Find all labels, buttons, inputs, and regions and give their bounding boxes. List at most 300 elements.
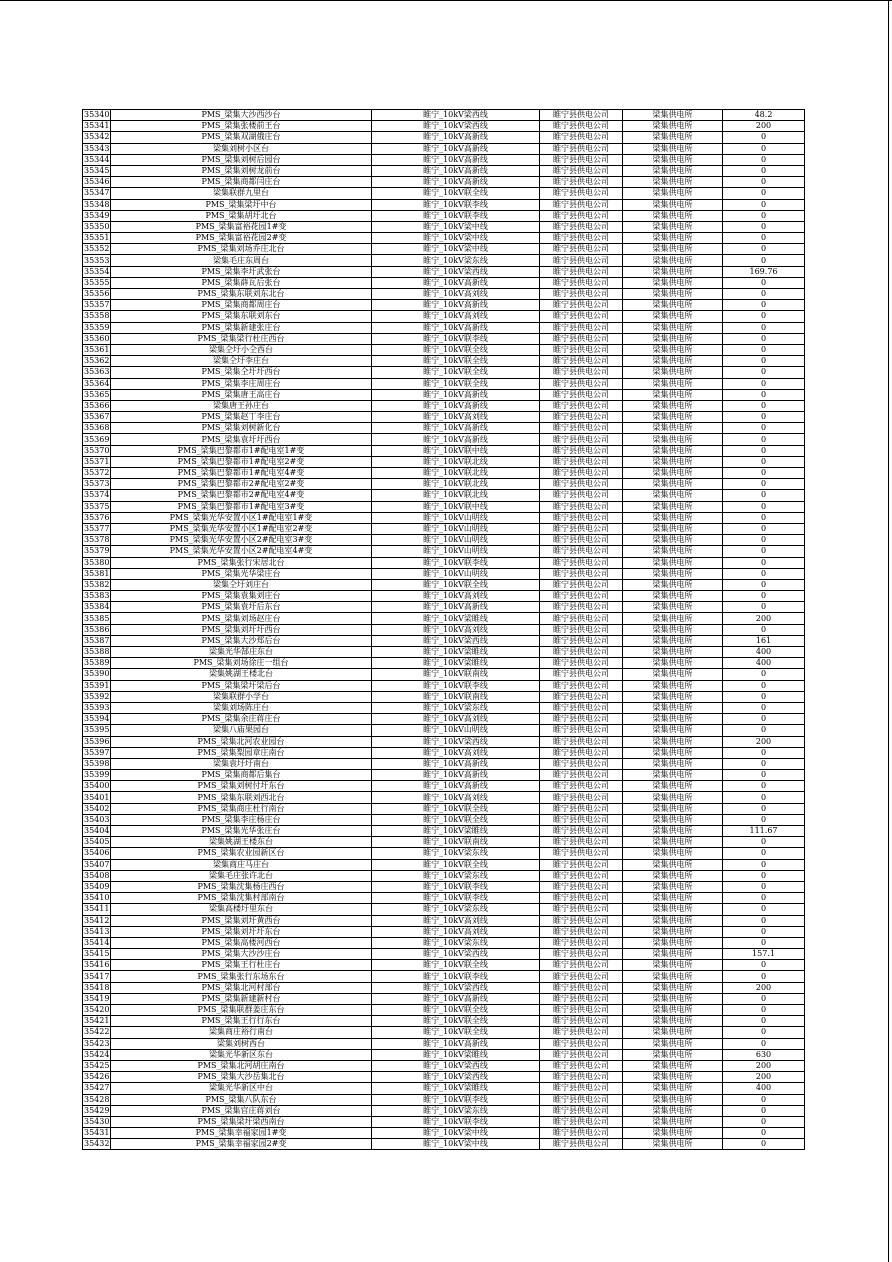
- company-cell: 睢宁县供电公司: [540, 244, 623, 255]
- company-cell: 睢宁县供电公司: [540, 188, 623, 199]
- value-cell: 0: [723, 971, 805, 982]
- table-row: [83, 277, 805, 288]
- station-name-cell: 梁集袁圩圩南台: [111, 758, 372, 769]
- row-id-cell: 35414: [84, 937, 110, 947]
- office-cell: 梁集供电所: [623, 1038, 723, 1049]
- station-name-cell: PMS_梁集光华安置小区1#配电室1#变: [111, 512, 372, 523]
- value-cell: 0: [723, 1139, 805, 1150]
- table-row: [83, 1027, 805, 1038]
- value-cell: 200: [723, 736, 805, 747]
- office-cell: 梁集供电所: [623, 591, 723, 602]
- value-cell: 0: [723, 870, 805, 881]
- company-cell: 睢宁县供电公司: [540, 881, 623, 892]
- line-name-cell: 睢宁_10kV高刘线: [372, 714, 540, 725]
- station-name-cell: PMS_梁集余庄蒋庄台: [111, 714, 372, 725]
- office-cell: 梁集供电所: [623, 680, 723, 691]
- table-row: [83, 389, 805, 400]
- row-id-cell: 35424: [84, 1049, 110, 1059]
- station-name-cell: PMS_梁集光华梁庄台: [111, 568, 372, 579]
- row-id-cell: 35364: [84, 378, 110, 388]
- table-row: [83, 770, 805, 781]
- table-row: [83, 747, 805, 758]
- company-cell: 睢宁县供电公司: [540, 479, 623, 490]
- value-cell: 0: [723, 803, 805, 814]
- company-cell: 睢宁县供电公司: [540, 747, 623, 758]
- office-cell: 梁集供电所: [623, 154, 723, 165]
- company-cell: 睢宁县供电公司: [540, 949, 623, 960]
- station-name-cell: 梁集商庄马庄台: [111, 859, 372, 870]
- company-cell: 睢宁县供电公司: [540, 311, 623, 322]
- office-cell: 梁集供电所: [623, 367, 723, 378]
- table-row: [83, 647, 805, 658]
- station-name-cell: PMS_梁集商都周庄台: [111, 300, 372, 311]
- company-cell: 睢宁县供电公司: [540, 870, 623, 881]
- row-id-cell: 35353: [84, 255, 110, 265]
- company-cell: 睢宁县供电公司: [540, 512, 623, 523]
- row-id-cell: 35381: [84, 568, 110, 578]
- station-name-cell: 梁集刘场陈庄台: [111, 702, 372, 713]
- company-cell: 睢宁县供电公司: [540, 378, 623, 389]
- value-cell: 0: [723, 300, 805, 311]
- value-cell: 0: [723, 893, 805, 904]
- office-cell: 梁集供电所: [623, 512, 723, 523]
- office-cell: 梁集供电所: [623, 221, 723, 232]
- row-id-cell: 35405: [84, 837, 110, 847]
- company-cell: 睢宁县供电公司: [540, 893, 623, 904]
- row-id-cell: 35345: [84, 166, 110, 176]
- line-name-cell: 睢宁_10kV梁睢线: [372, 826, 540, 837]
- value-cell: 400: [723, 647, 805, 658]
- value-cell: 161: [723, 635, 805, 646]
- value-cell: 0: [723, 859, 805, 870]
- office-cell: 梁集供电所: [623, 255, 723, 266]
- station-name-cell: 梁集唐王孙庄台: [111, 400, 372, 411]
- office-cell: 梁集供电所: [623, 937, 723, 948]
- value-cell: 0: [723, 602, 805, 613]
- value-cell: 0: [723, 244, 805, 255]
- value-cell: 200: [723, 1072, 805, 1083]
- value-cell: 0: [723, 344, 805, 355]
- company-cell: 睢宁县供电公司: [540, 110, 623, 121]
- row-id-cell: 35408: [84, 870, 110, 880]
- table-row: [83, 848, 805, 859]
- value-cell: 0: [723, 960, 805, 971]
- company-cell: 睢宁县供电公司: [540, 814, 623, 825]
- table-row: [83, 792, 805, 803]
- station-name-cell: PMS_梁集巴黎都市1#配电室2#变: [111, 456, 372, 467]
- office-cell: 梁集供电所: [623, 826, 723, 837]
- table-row: [83, 893, 805, 904]
- company-cell: 睢宁县供电公司: [540, 490, 623, 501]
- value-cell: 0: [723, 445, 805, 456]
- company-cell: 睢宁县供电公司: [540, 277, 623, 288]
- station-name-cell: PMS_梁集李庄杨庄台: [111, 814, 372, 825]
- line-name-cell: 睢宁_10kV高新线: [372, 993, 540, 1004]
- station-name-cell: PMS_梁集巴黎都市2#配电室4#变: [111, 490, 372, 501]
- station-name-cell: 梁集姚湖王楼东台: [111, 837, 372, 848]
- line-name-cell: 睢宁_10kV高新线: [372, 770, 540, 781]
- line-name-cell: 睢宁_10kV联李线: [372, 199, 540, 210]
- station-name-cell: PMS_梁集大沙西沙台: [111, 110, 372, 121]
- line-name-cell: 睢宁_10kV梁东线: [372, 937, 540, 948]
- value-cell: 0: [723, 389, 805, 400]
- value-cell: 0: [723, 915, 805, 926]
- table-row: [83, 926, 805, 937]
- row-id-cell: 35357: [84, 300, 110, 310]
- line-name-cell: 睢宁_10kV联北线: [372, 468, 540, 479]
- value-cell: 0: [723, 792, 805, 803]
- value-cell: 200: [723, 982, 805, 993]
- office-cell: 梁集供电所: [623, 691, 723, 702]
- station-name-cell: 梁集光华新区中台: [111, 1083, 372, 1094]
- value-cell: 0: [723, 143, 805, 154]
- row-id-cell: 35431: [84, 1128, 110, 1138]
- row-id-cell: 35360: [84, 333, 110, 343]
- office-cell: 梁集供电所: [623, 188, 723, 199]
- company-cell: 睢宁县供电公司: [540, 412, 623, 423]
- office-cell: 梁集供电所: [623, 624, 723, 635]
- station-name-cell: PMS_梁集商都后集台: [111, 770, 372, 781]
- row-id-cell: 35422: [84, 1027, 110, 1037]
- table-row: [83, 456, 805, 467]
- office-cell: 梁集供电所: [623, 389, 723, 400]
- table-row: [83, 255, 805, 266]
- line-name-cell: 睢宁_10kV梁东线: [372, 870, 540, 881]
- value-cell: 0: [723, 1027, 805, 1038]
- station-name-cell: 梁集仝圩刘庄台: [111, 579, 372, 590]
- table-row: [83, 870, 805, 881]
- company-cell: 睢宁县供电公司: [540, 177, 623, 188]
- row-id-cell: 35373: [84, 479, 110, 489]
- table-row: [83, 691, 805, 702]
- line-name-cell: 睢宁_10kV梁东线: [372, 848, 540, 859]
- station-name-cell: PMS_梁集巴黎都市1#配电室3#变: [111, 501, 372, 512]
- table-row: [83, 468, 805, 479]
- company-cell: 睢宁县供电公司: [540, 982, 623, 993]
- station-name-cell: PMS_梁集梁行杜庄西台: [111, 333, 372, 344]
- value-cell: 0: [723, 702, 805, 713]
- row-id-cell: 35342: [84, 132, 110, 142]
- company-cell: 睢宁县供电公司: [540, 523, 623, 534]
- company-cell: 睢宁县供电公司: [540, 579, 623, 590]
- office-cell: 梁集供电所: [623, 412, 723, 423]
- station-name-cell: PMS_梁集梁圩梁后台: [111, 680, 372, 691]
- station-name-cell: PMS_梁集张行宋居北台: [111, 557, 372, 568]
- company-cell: 睢宁县供电公司: [540, 647, 623, 658]
- value-cell: 0: [723, 311, 805, 322]
- value-cell: 0: [723, 937, 805, 948]
- table-row: [83, 199, 805, 210]
- station-name-cell: PMS_梁集李圩武张台: [111, 266, 372, 277]
- line-name-cell: 睢宁_10kV梁西线: [372, 736, 540, 747]
- line-name-cell: 睢宁_10kV联中线: [372, 445, 540, 456]
- table-row: [83, 535, 805, 546]
- line-name-cell: 睢宁_10kV高刘线: [372, 792, 540, 803]
- value-cell: 0: [723, 154, 805, 165]
- station-name-cell: PMS_梁集薛瓦后张台: [111, 277, 372, 288]
- table-row: [83, 837, 805, 848]
- row-id-cell: 35351: [84, 233, 110, 243]
- row-id-cell: 35396: [84, 736, 110, 746]
- office-cell: 梁集供电所: [623, 803, 723, 814]
- row-id-cell: 35410: [84, 893, 110, 903]
- company-cell: 睢宁县供电公司: [540, 1016, 623, 1027]
- row-id-cell: 35391: [84, 680, 110, 690]
- row-id-cell: 35343: [84, 143, 110, 153]
- line-name-cell: 睢宁_10kV联全线: [372, 814, 540, 825]
- table-row: [83, 993, 805, 1004]
- value-cell: 0: [723, 848, 805, 859]
- value-cell: 200: [723, 613, 805, 624]
- line-name-cell: 睢宁_10kV高新线: [372, 300, 540, 311]
- office-cell: 梁集供电所: [623, 1049, 723, 1060]
- row-id-cell: 35412: [84, 915, 110, 925]
- office-cell: 梁集供电所: [623, 859, 723, 870]
- table-row: [83, 915, 805, 926]
- company-cell: 睢宁县供电公司: [540, 221, 623, 232]
- line-name-cell: 睢宁_10kV联全线: [372, 356, 540, 367]
- company-cell: 睢宁县供电公司: [540, 859, 623, 870]
- company-cell: 睢宁县供电公司: [540, 165, 623, 176]
- value-cell: 0: [723, 881, 805, 892]
- table-row: [83, 658, 805, 669]
- station-name-cell: 梁集高楼圩里东台: [111, 904, 372, 915]
- line-name-cell: 睢宁_10kV梁西线: [372, 266, 540, 277]
- office-cell: 梁集供电所: [623, 535, 723, 546]
- line-name-cell: 睢宁_10kV梁西线: [372, 1072, 540, 1083]
- table-row: [83, 412, 805, 423]
- company-cell: 睢宁县供电公司: [540, 356, 623, 367]
- table-row: [83, 1105, 805, 1116]
- value-cell: 0: [723, 770, 805, 781]
- station-name-cell: PMS_梁集刘树付圩东台: [111, 781, 372, 792]
- line-name-cell: 睢宁_10kV高新线: [372, 322, 540, 333]
- table-row: [83, 557, 805, 568]
- table-row: [83, 758, 805, 769]
- station-name-cell: PMS_梁集双湖俄庄台: [111, 132, 372, 143]
- company-cell: 睢宁县供电公司: [540, 915, 623, 926]
- office-cell: 梁集供电所: [623, 177, 723, 188]
- office-cell: 梁集供电所: [623, 602, 723, 613]
- line-name-cell: 睢宁_10kV联全线: [372, 579, 540, 590]
- company-cell: 睢宁县供电公司: [540, 736, 623, 747]
- company-cell: 睢宁县供电公司: [540, 1060, 623, 1071]
- office-cell: 梁集供电所: [623, 658, 723, 669]
- row-id-cell: 35376: [84, 512, 110, 522]
- row-id-cell: 35348: [84, 199, 110, 209]
- station-name-cell: PMS_梁集袁集刘庄台: [111, 591, 372, 602]
- row-id-cell: 35406: [84, 848, 110, 858]
- table-row: [83, 635, 805, 646]
- value-cell: 0: [723, 1094, 805, 1105]
- station-name-cell: 梁集姚湖王楼北台: [111, 669, 372, 680]
- table-row: [83, 1083, 805, 1094]
- station-name-cell: PMS_梁集沈集杨庄西台: [111, 881, 372, 892]
- company-cell: 睢宁县供电公司: [540, 434, 623, 445]
- company-cell: 睢宁县供电公司: [540, 266, 623, 277]
- station-name-cell: PMS_梁集光华安置小区2#配电室3#变: [111, 535, 372, 546]
- table-row: [83, 289, 805, 300]
- company-cell: 睢宁县供电公司: [540, 635, 623, 646]
- line-name-cell: 睢宁_10kV联李线: [372, 680, 540, 691]
- company-cell: 睢宁县供电公司: [540, 210, 623, 221]
- value-cell: 0: [723, 188, 805, 199]
- row-id-cell: 35428: [84, 1094, 110, 1104]
- table-row: [83, 702, 805, 713]
- office-cell: 梁集供电所: [623, 210, 723, 221]
- line-name-cell: 睢宁_10kV高新线: [372, 154, 540, 165]
- table-row: [83, 937, 805, 948]
- office-cell: 梁集供电所: [623, 982, 723, 993]
- office-cell: 梁集供电所: [623, 165, 723, 176]
- table-row: [83, 859, 805, 870]
- station-name-cell: PMS_梁集大沙岳集北台: [111, 1072, 372, 1083]
- station-name-cell: PMS_梁集巴黎都市1#配电室1#变: [111, 445, 372, 456]
- row-id-cell: 35421: [84, 1016, 110, 1026]
- row-id-cell: 35358: [84, 311, 110, 321]
- table-row: [83, 803, 805, 814]
- station-name-cell: PMS_梁集北河农业园台: [111, 736, 372, 747]
- station-name-cell: PMS_梁集联群姜庄东台: [111, 1005, 372, 1016]
- row-id-cell: 35379: [84, 546, 110, 556]
- station-name-cell: PMS_梁集张行东场东台: [111, 971, 372, 982]
- line-name-cell: 睢宁_10kV山明线: [372, 523, 540, 534]
- line-name-cell: 睢宁_10kV联北线: [372, 456, 540, 467]
- table-row: [83, 512, 805, 523]
- office-cell: 梁集供电所: [623, 143, 723, 154]
- table-row: [83, 165, 805, 176]
- table-row: [83, 1072, 805, 1083]
- office-cell: 梁集供电所: [623, 445, 723, 456]
- row-id-cell: 35365: [84, 389, 110, 399]
- office-cell: 梁集供电所: [623, 971, 723, 982]
- value-cell: 0: [723, 378, 805, 389]
- value-cell: 0: [723, 322, 805, 333]
- row-id-cell: 35356: [84, 289, 110, 299]
- office-cell: 梁集供电所: [623, 199, 723, 210]
- office-cell: 梁集供电所: [623, 669, 723, 680]
- line-name-cell: 睢宁_10kV联北线: [372, 490, 540, 501]
- station-name-cell: PMS_梁集刘场徐庄一组台: [111, 658, 372, 669]
- office-cell: 梁集供电所: [623, 233, 723, 244]
- value-cell: 0: [723, 412, 805, 423]
- station-name-cell: 梁集刘树西台: [111, 1038, 372, 1049]
- line-name-cell: 睢宁_10kV高新线: [372, 400, 540, 411]
- office-cell: 梁集供电所: [623, 110, 723, 121]
- station-name-cell: PMS_梁集农业园新区台: [111, 848, 372, 859]
- office-cell: 梁集供电所: [623, 266, 723, 277]
- row-id-cell: 35362: [84, 356, 110, 366]
- company-cell: 睢宁县供电公司: [540, 1038, 623, 1049]
- station-name-cell: 梁集八庙果园台: [111, 725, 372, 736]
- station-name-cell: PMS_梁集光华张庄台: [111, 826, 372, 837]
- row-id-cell: 35400: [84, 781, 110, 791]
- office-cell: 梁集供电所: [623, 479, 723, 490]
- table-row: [83, 523, 805, 534]
- row-id-cell: 35359: [84, 322, 110, 332]
- page-top-border: [0, 0, 892, 1]
- station-name-cell: 梁集联群九里台: [111, 188, 372, 199]
- office-cell: 梁集供电所: [623, 792, 723, 803]
- row-id-cell: 35346: [84, 177, 110, 187]
- station-name-cell: PMS_梁集东联刘西北台: [111, 792, 372, 803]
- table-row: [83, 579, 805, 590]
- table-row: [83, 1116, 805, 1127]
- office-cell: 梁集供电所: [623, 121, 723, 132]
- table-row: [83, 445, 805, 456]
- office-cell: 梁集供电所: [623, 322, 723, 333]
- table-row: [83, 982, 805, 993]
- table-row: [83, 333, 805, 344]
- value-cell: 0: [723, 199, 805, 210]
- value-cell: 111.67: [723, 826, 805, 837]
- office-cell: 梁集供电所: [623, 993, 723, 1004]
- row-id-cell: 35344: [84, 154, 110, 164]
- table-row: [83, 479, 805, 490]
- line-name-cell: 睢宁_10kV联全线: [372, 378, 540, 389]
- table-row: [83, 781, 805, 792]
- page-right-border: [888, 0, 889, 1262]
- value-cell: 0: [723, 1128, 805, 1139]
- company-cell: 睢宁县供电公司: [540, 1128, 623, 1139]
- row-id-cell: 35363: [84, 367, 110, 377]
- office-cell: 梁集供电所: [623, 579, 723, 590]
- value-cell: 0: [723, 400, 805, 411]
- table-row: [83, 367, 805, 378]
- value-cell: 0: [723, 1016, 805, 1027]
- value-cell: 400: [723, 658, 805, 669]
- company-cell: 睢宁县供电公司: [540, 624, 623, 635]
- row-id-cell: 35366: [84, 400, 110, 410]
- station-name-cell: PMS_梁集梨园章庄南台: [111, 747, 372, 758]
- value-cell: 0: [723, 837, 805, 848]
- company-cell: 睢宁县供电公司: [540, 960, 623, 971]
- row-id-cell: 35372: [84, 468, 110, 478]
- station-name-cell: PMS_梁集沈集村部南台: [111, 893, 372, 904]
- row-id-cell: 35401: [84, 792, 110, 802]
- table-row: [83, 110, 805, 121]
- table-row: [83, 132, 805, 143]
- office-cell: 梁集供电所: [623, 1094, 723, 1105]
- table-row: [83, 1139, 805, 1150]
- line-name-cell: 睢宁_10kV联全线: [372, 1016, 540, 1027]
- table-row: [83, 591, 805, 602]
- table-body: [83, 110, 805, 1150]
- station-name-cell: 梁集光华新区东台: [111, 1049, 372, 1060]
- table-row: [83, 960, 805, 971]
- company-cell: 睢宁县供电公司: [540, 803, 623, 814]
- station-name-cell: PMS_梁集仝圩圩西台: [111, 367, 372, 378]
- row-id-cell: 35392: [84, 691, 110, 701]
- table-row: [83, 613, 805, 624]
- value-cell: 0: [723, 725, 805, 736]
- value-cell: 0: [723, 356, 805, 367]
- line-name-cell: 睢宁_10kV梁西线: [372, 121, 540, 132]
- row-id-cell: 35352: [84, 244, 110, 254]
- office-cell: 梁集供电所: [623, 344, 723, 355]
- value-cell: 0: [723, 1038, 805, 1049]
- line-name-cell: 睢宁_10kV梁东线: [372, 255, 540, 266]
- line-name-cell: 睢宁_10kV梁中线: [372, 1139, 540, 1150]
- office-cell: 梁集供电所: [623, 758, 723, 769]
- office-cell: 梁集供电所: [623, 613, 723, 624]
- office-cell: 梁集供电所: [623, 647, 723, 658]
- station-name-cell: PMS_梁集李庄周庄台: [111, 378, 372, 389]
- row-id-cell: 35378: [84, 535, 110, 545]
- line-name-cell: 睢宁_10kV梁东线: [372, 702, 540, 713]
- office-cell: 梁集供电所: [623, 1027, 723, 1038]
- table-row: [83, 322, 805, 333]
